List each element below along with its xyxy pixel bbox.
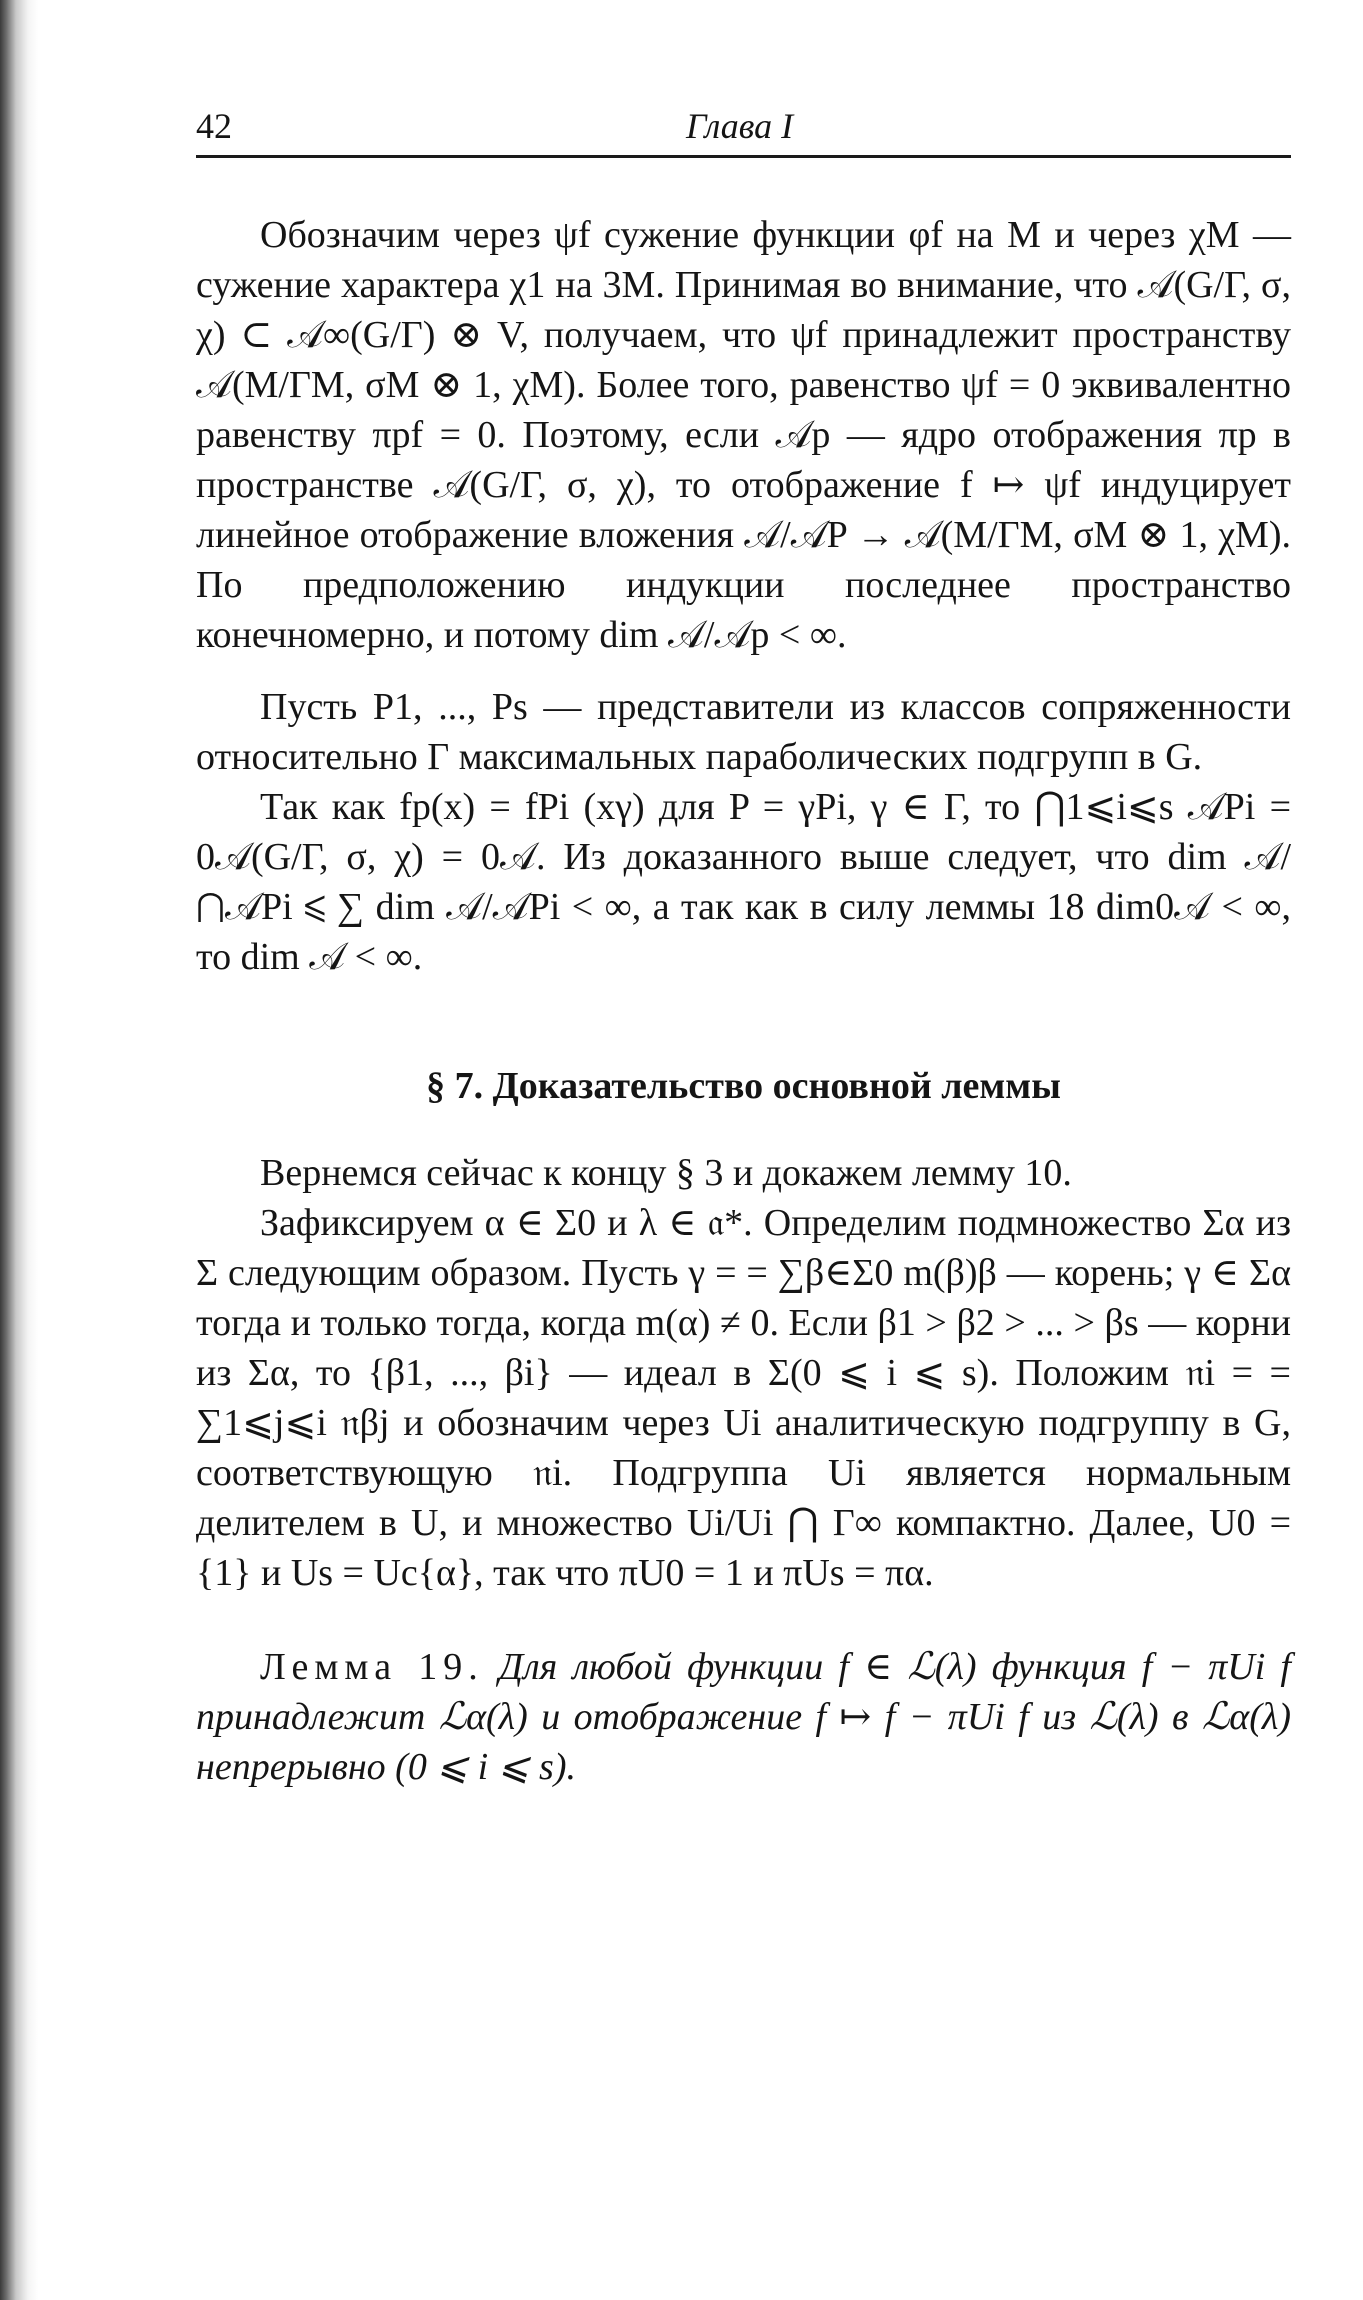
page-header: [196, 95, 1291, 158]
section-heading: § 7. Доказательство основной леммы: [426, 1065, 1061, 1107]
lemma-label: Лемма 19.: [260, 1646, 484, 1688]
book-page: [196, 95, 1291, 1792]
page-number: 42: [196, 106, 232, 146]
lemma-body: Для любой функции f ∈ ℒ(λ) функция f − πUi f принадлежит ℒα(λ) и отображение f ↦ f − πUi f из ℒ(λ) в ℒα(λ) непрерывно (0 ⩽ i ⩽ s).: [196, 1646, 1291, 1788]
paragraph-4: Вернемся сейчас к концу § 3 и докажем лемму 10.: [260, 1152, 1072, 1194]
paragraph-1: Обозначим через ψf сужение функции φf на M и через χM — сужение характера χ1 на 3M. Принимая во внимание, что 𝒜(G/Γ, σ, χ) ⊂ 𝒜∞(G/Γ) ⊗ V, получаем, что ψf принадлежит пространству 𝒜(M/ΓM, σM ⊗ 1, χM). Более того, равенство ψf = 0 эквивалентно равенству πpf = 0. Поэтому, если 𝒜p — ядро отображения πp в пространстве 𝒜(G/Γ, σ, χ), то отображение f ↦ ψf индуцирует линейное отображение вложения 𝒜/𝒜P → 𝒜(M/ΓM, σM ⊗ 1, χM). По предположению индукции последнее пространство конечномерно, и потому dim 𝒜/𝒜p < ∞.: [196, 214, 1291, 656]
lemma-19: [196, 1642, 1291, 1792]
paragraph-3: Так как fp(x) = fPi (xγ) для P = γPi, γ ∈ Γ, то ⋂1⩽i⩽s 𝒜Pi = 0𝒜(G/Γ, σ, χ) = 0𝒜. Из доказанного выше следует, что dim 𝒜/⋂𝒜Pi ⩽ ∑ dim 𝒜/𝒜Pi < ∞, а так как в силу леммы 18 dim0𝒜 < ∞, то dim 𝒜 < ∞.: [196, 786, 1291, 978]
running-head: Глава I: [686, 106, 794, 146]
paragraph-5: Зафиксируем α ∈ Σ0 и λ ∈ 𝔞*. Определим подмножество Σα из Σ следующим образом. Пусть γ = = ∑β∈Σ0 m(β)β — корень; γ ∈ Σα тогда и только тогда, когда m(α) ≠ 0. Если β1 > β2 > ... > βs — корни из Σα, то {β1, ..., βi} — идеал в Σ(0 ⩽ i ⩽ s). Положим 𝔫i = = ∑1⩽j⩽i 𝔫βj и обозначим через Ui аналитическую подгруппу в G, соответствующую 𝔫i. Подгруппа Ui является нормальным делителем в U, и множество Ui/Ui ⋂ Γ∞ компактно. Далее, U0 = {1} и Us = Uc{α}, так что πU0 = 1 и πUs = πα.: [196, 1202, 1291, 1594]
page-edge-shadow: [0, 0, 38, 2300]
paragraph-2: Пусть P1, ..., Ps — представители из классов сопряженности относительно Γ максимальных параболических подгрупп в G.: [196, 686, 1291, 778]
